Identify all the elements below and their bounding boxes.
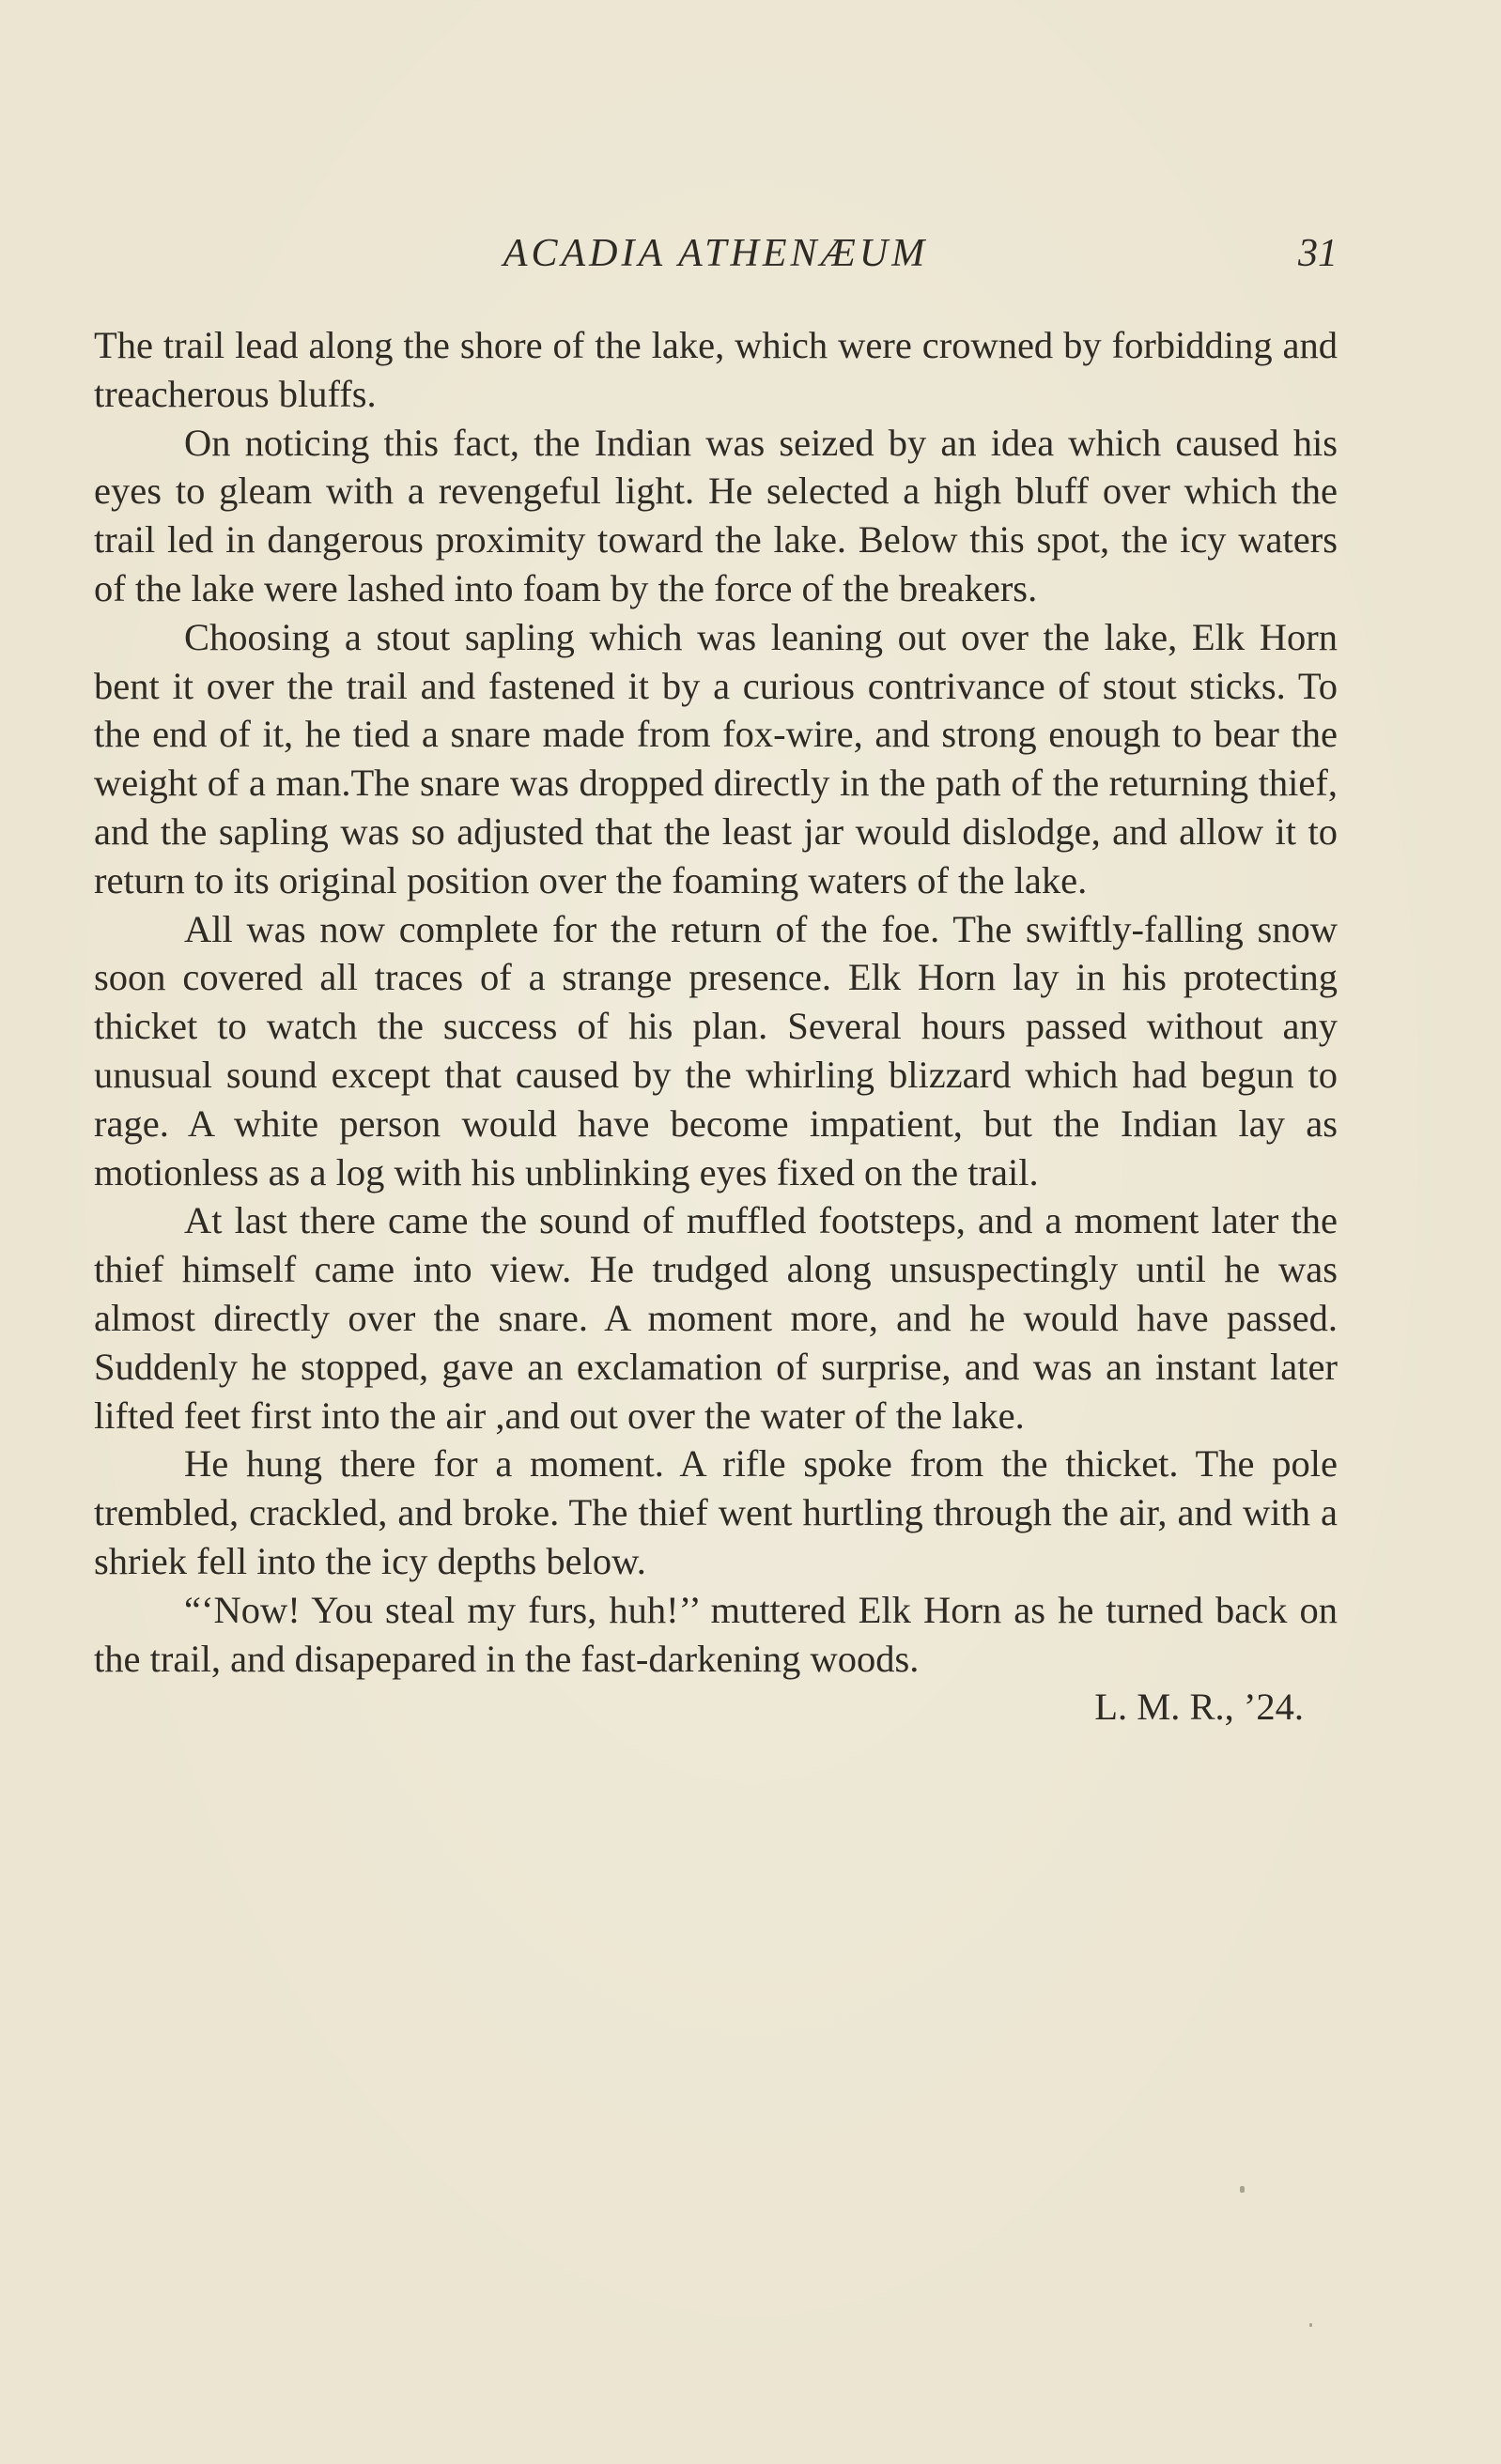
paper-speck	[1309, 2323, 1312, 2327]
article-body	[94, 321, 1338, 1732]
paragraph-7: “‘Now! You steal my furs, huh!’’ muttered Elk Horn as he turned back on the trail, and disapepared in the fast-darkening woods.	[94, 1588, 1338, 1680]
page-number: 31	[1298, 232, 1338, 275]
journal-title: ACADIA ATHENÆUM	[503, 232, 929, 275]
paragraph-2: On noticing this fact, the Indian was seized by an idea which caused his eyes to gleam with a revengeful light. He selected a high bluff over which the trail led in dangerous proximity toward the lake. Below this spot, the icy waters of the lake were lashed into foam by the force of the breakers.	[94, 421, 1338, 609]
author-signature: L. M. R., ’24.	[1094, 1686, 1304, 1729]
paragraph-1: The trail lead along the shore of the lake, which were crowned by forbidding and treacherous bluffs.	[94, 324, 1338, 415]
running-head	[94, 231, 1338, 287]
paragraph-6: He hung there for a moment. A rifle spoke from the thicket. The pole trembled, crackled, and broke. The thief went hurtling through the air, and with a shriek fell into the icy depths below.	[94, 1442, 1338, 1582]
paragraph-3: Choosing a stout sapling which was leaning out over the lake, Elk Horn bent it over the trail and fastened it by a curious contrivance of stout sticks. To the end of it, he tied a snare made from fox-wire, and strong enough to bear the weight of a man.The snare was dropped directly in the path of the returning thief, and the sapling was so adjusted that the least jar would dislodge, and allow it to return to its original position over the foaming waters of the lake.	[94, 615, 1338, 901]
paper-speck	[1240, 2186, 1245, 2193]
paragraph-4: All was now complete for the return of the foe. The swiftly-falling snow soon covered all traces of a strange presence. Elk Horn lay in his protecting thicket to watch the success of his plan. Several hours passed without any unusual sound except that caused by the whirling blizzard which had begun to rage. A white person would have become impatient, but the Indian lay as motionless as a log with his unblinking eyes fixed on the trail.	[94, 907, 1338, 1194]
paragraph-5: At last there came the sound of muffled footsteps, and a moment later the thief himself came into view. He trudged along unsuspectingly until he was almost directly over the snare. A moment more, and he would have passed. Suddenly he stopped, gave an exclamation of surprise, and was an instant later lifted feet first into the air ,and out over the water of the lake.	[94, 1199, 1338, 1437]
signature-line	[94, 1683, 1338, 1732]
